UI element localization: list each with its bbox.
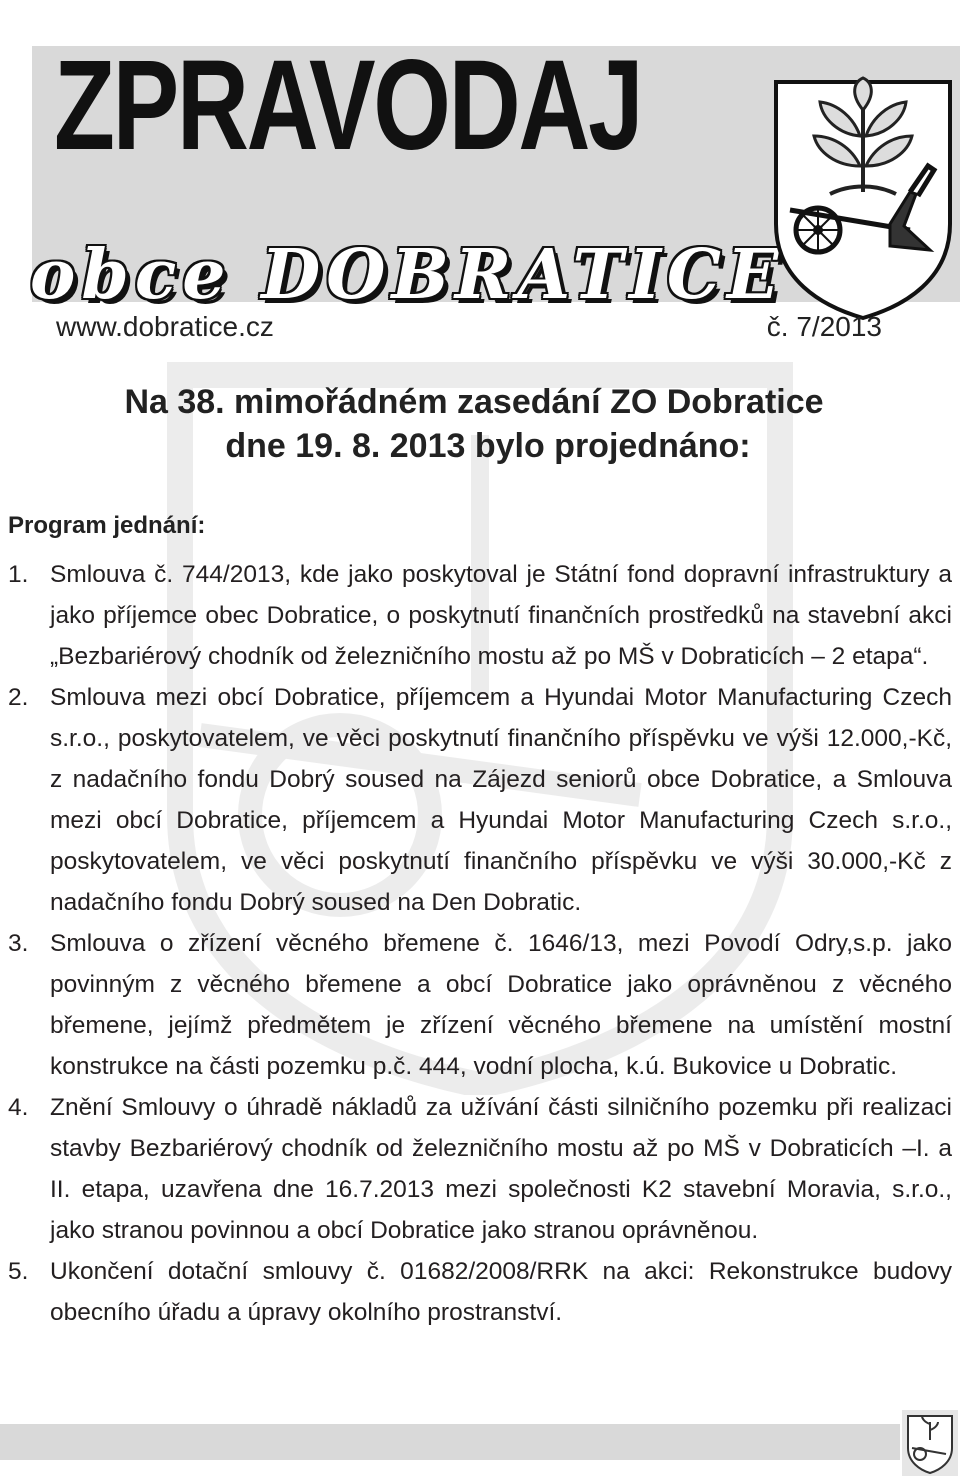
item-number: 3. [8,930,29,957]
footer-bar [0,1424,900,1460]
item-number: 4. [8,1094,29,1121]
item-number: 2. [8,684,29,711]
issue-number: č. 7/2013 [766,311,882,342]
headline-line-1: Na 38. mimořádném zasedání ZO Dobratice [124,383,824,421]
headline-line-2: dne 19. 8. 2013 bylo projednáno: [225,427,751,465]
item-number: 1. [8,561,29,588]
item-text: Smlouva mezi obcí Dobratice, příjemcem a Hyundai Motor Manufacturing Czech s.r.o., poskytovatelem, ve věci poskytnutí finančního příspěvku ve výši 12.000,-Kč, z nadačního fondu Dobrý soused na Zájezd seniorů obce Dobratice, a Smlouva mezi obcí Dobratice, příjemcem a Hyundai Motor Manufacturing Czech s.r.o., poskytovatelem, ve věci poskytnutí finančního příspěvku ve výši 30.000,-Kč z nadačního fondu Dobrý soused na Den Dobratic. [50,684,952,916]
item-number: 5. [8,1258,29,1285]
newsletter-title: ZPRAVODAJ [54,34,642,177]
coat-of-arms-icon [770,74,956,322]
footer-crest-icon [902,1410,958,1476]
newsletter-subtitle: obce DOBRATICE [30,235,785,315]
program-heading: Program jednání: [8,512,206,539]
program-item [0,923,960,1087]
program-item [0,554,960,677]
masthead [30,34,960,315]
item-text: Smlouva č. 744/2013, kde jako poskytoval je Státní fond dopravní infrastruktury a jako příjemce obec Dobratice, o poskytnutí finančních prostředků na stavební akci „Bezbariérový chodník od železničního mostu až po MŠ v Dobraticích – 2 etapa“. [50,561,952,670]
program-item [0,1087,960,1251]
program-item [0,1251,960,1333]
website-link[interactable]: www.dobratice.cz [56,311,274,342]
item-text: Znění Smlouvy o úhradě nákladů za užívání části silničního pozemku při realizaci stavby Bezbariérový chodník od železničního mostu až po MŠ v Dobraticích –I. a II. etapa, uzavřena dne 16.7.2013 mezi společnosti K2 stavební Moravia, s.r.o., jako stranou povinnou a obcí Dobratice jako stranou oprávněnou. [50,1094,952,1244]
program-list [0,554,960,1333]
item-text: Ukončení dotační smlouvy č. 01682/2008/RRK na akci: Rekonstrukce budovy obecního úřadu a úpravy okolního prostranství. [50,1258,952,1326]
headline [0,380,960,468]
program-item [0,677,960,923]
item-text: Smlouva o zřízení věcného břemene č. 1646/13, mezi Povodí Odry,s.p. jako povinným z věcného břemene a obcí Dobratice jako oprávněnou z věcného břemene, jejímž předmětem je zřízení věcného břemene na umístění mostní konstrukce na části pozemku p.č. 444, vodní plocha, k.ú. Bukovice u Dobratic. [50,930,952,1080]
